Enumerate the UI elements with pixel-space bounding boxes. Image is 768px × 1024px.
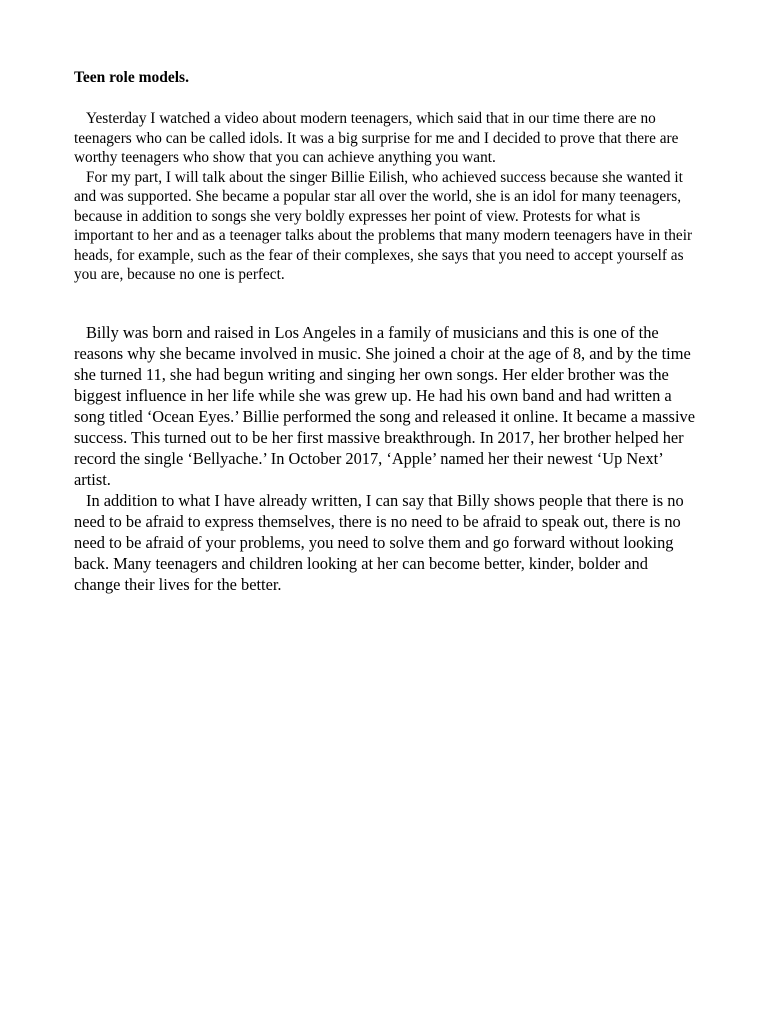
document-title: Teen role models. (74, 69, 189, 86)
paragraph-3: Billy was born and raised in Los Angeles in a family of musicians and this is one of the reasons why she became involved in music. She joined a choir at the age of 8, and by the time she turned 11, she had begun writing and singing her own songs. Her elder brother was the biggest influence in her life while she was grew up. He had his own band and had written a song titled ‘Ocean Eyes.’ Billie performed the song and released it online. It became a massive success. This turned out to be her first massive breakthrough. In 2017, her brother helped her record the single ‘Bellyache.’ In October 2017, ‘Apple’ named her their newest ‘Up Next’ artist. (74, 323, 695, 489)
paragraph-1: Yesterday I watched a video about modern teenagers, which said that in our time there are no teenagers who can be called idols. It was a big surprise for me and I decided to prove that there are worthy teenagers who show that you can achieve anything you want. (74, 110, 679, 166)
essay-body-part-1 (74, 109, 696, 285)
paragraph-2: For my part, I will talk about the singer Billie Eilish, who achieved success because she wanted it and was supported. She became a popular star all over the world, she is an idol for many teenagers, because in addition to songs she very boldly expresses her point of view. Protests for what is important to her and as a teenager talks about the problems that many modern teenagers have in their heads, for example, such as the fear of their complexes, she says that you need to accept yourself as you are, because no one is perfect. (74, 168, 693, 283)
paragraph-4: In addition to what I have already written, I can say that Billy shows people that there is no need to be afraid to express themselves, there is no need to be afraid to speak out, there is no need to be afraid of your problems, you need to solve them and go forward without looking back. Many teenagers and children looking at her can become better, kinder, bolder and change their lives for the better. (74, 491, 684, 594)
essay-body-part-2 (74, 322, 696, 595)
